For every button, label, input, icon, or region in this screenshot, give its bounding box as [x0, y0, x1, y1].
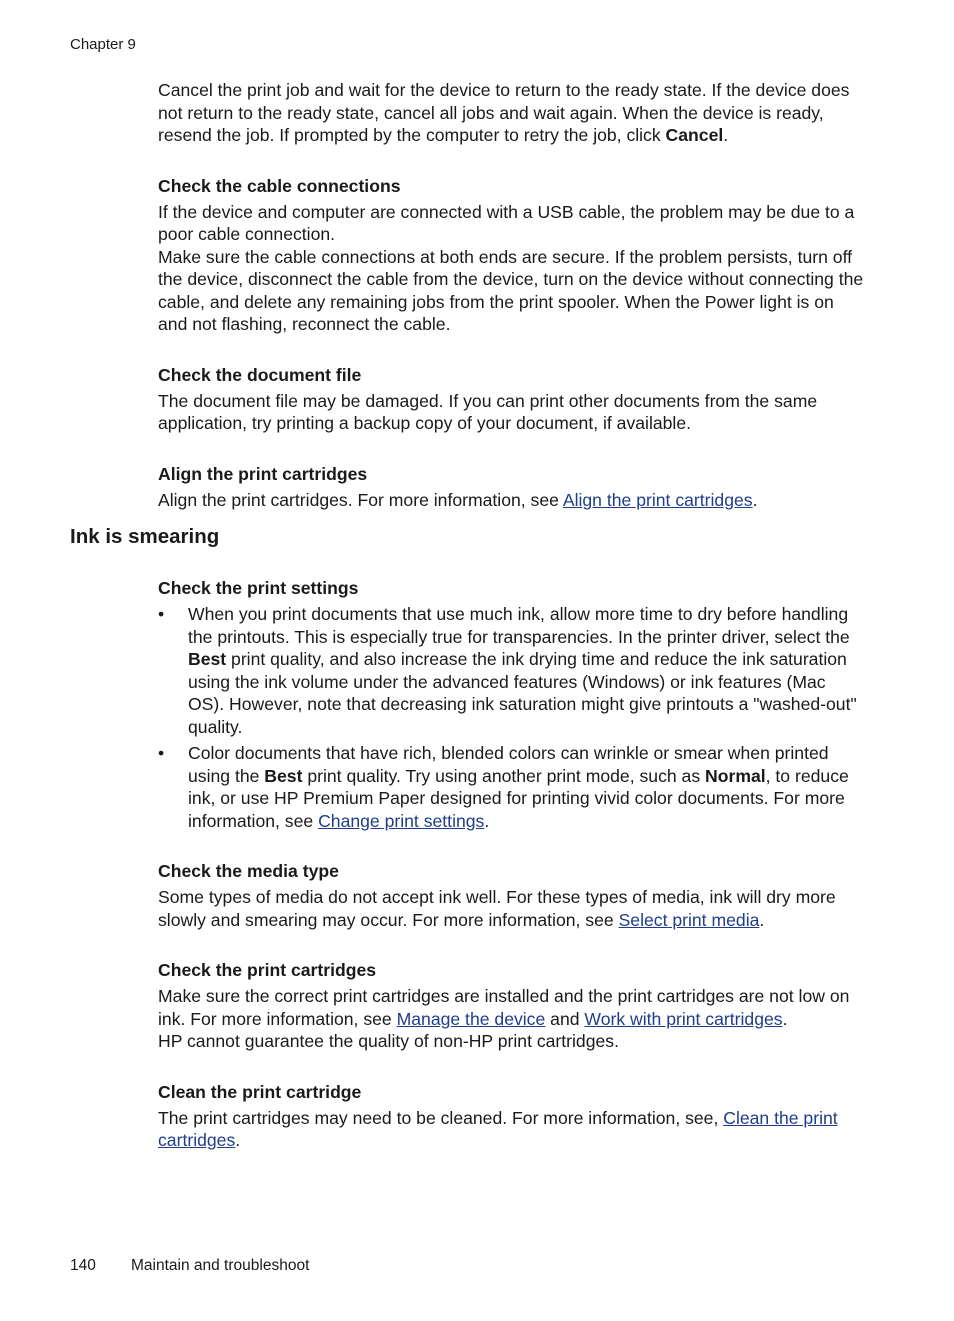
media-type-paragraph	[158, 886, 864, 931]
page-footer	[70, 1257, 309, 1275]
cable-paragraph-1: If the device and computer are connected with a USB cable, the problem may be due to a poor cable connection.	[158, 201, 855, 244]
clean-end: .	[235, 1130, 241, 1150]
cartridges-mid: and	[545, 1008, 585, 1029]
intro-paragraph	[158, 79, 864, 147]
bullet-2-end: .	[484, 810, 490, 831]
align-end: .	[752, 489, 758, 510]
align-text: Align the print cartridges. For more information, see	[158, 489, 563, 510]
print-settings-section	[158, 577, 864, 832]
cable-paragraph-2: Make sure the cable connections at both ends are secure. If the problem persists, turn off the device, disconnect the cable from the device, turn on the device without connecting the cable, and delete any remaining jobs from the print spooler. When the Power light is on and not flashing, reconnect the cable.	[158, 246, 864, 334]
print-cartridges-paragraph	[158, 985, 864, 1030]
bullet-marker: •	[158, 743, 165, 763]
intro-end: .	[723, 125, 729, 145]
align-paragraph	[158, 489, 864, 512]
print-settings-list	[158, 603, 864, 832]
media-type-section	[158, 860, 864, 931]
best-label: Best	[264, 765, 303, 786]
work-with-cartridges-link[interactable]: Work with print cartridges	[584, 1008, 783, 1029]
print-settings-heading: Check the print settings	[158, 578, 359, 598]
list-item	[158, 742, 864, 832]
clean-cartridges-link[interactable]: Clean the print cartridges	[158, 1107, 838, 1150]
select-print-media-link[interactable]: Select print media	[618, 909, 760, 930]
clean-text: The print cartridges may need to be cleaned. For more information, see,	[158, 1107, 724, 1128]
list-item	[158, 603, 864, 738]
media-text: Some types of media do not accept ink well. For these types of media, ink will dry more slowly and smearing may occur. For more information, see	[158, 887, 836, 930]
best-label: Best	[188, 649, 227, 669]
intro-text: Cancel the print job and wait for the device to return to the ready state. If the device does not return to the ready state, cancel all jobs and wait again. When the device is ready, resend the job. If prompted by the computer to retry the job, click	[158, 80, 850, 145]
cable-section	[158, 175, 864, 336]
bullet-1-text-b: print quality, and also increase the ink drying time and reduce the ink saturation using the ink volume under the advanced features (Windows) or ink features (Mac OS). However, note that decreasing ink saturation might give printouts a "washed-out" quality.	[188, 649, 857, 737]
cartridges-text: Make sure the correct print cartridges are installed and the print cartridges are not low on ink. For more information, see	[158, 986, 850, 1029]
align-section	[158, 463, 864, 512]
chapter-header: Chapter 9	[70, 36, 136, 53]
clean-cartridge-section	[158, 1081, 864, 1152]
media-type-heading: Check the media type	[158, 861, 339, 881]
page-number: 140	[70, 1257, 96, 1274]
bullet-marker: •	[158, 604, 165, 624]
print-cartridges-paragraph-2: HP cannot guarantee the quality of non-HP print cartridges.	[158, 1031, 619, 1051]
align-heading: Align the print cartridges	[158, 463, 368, 484]
document-file-heading: Check the document file	[158, 364, 362, 385]
cartridges-end: .	[782, 1008, 788, 1029]
clean-cartridge-heading: Clean the print cartridge	[158, 1081, 362, 1102]
manage-device-link[interactable]: Manage the device	[396, 1008, 546, 1029]
document-file-section	[158, 364, 864, 435]
bullet-1-text-a: When you print documents that use much ink, allow more time to dry before handling the printouts. This is especially true for transparencies. In the printer driver, select the	[188, 604, 850, 647]
section-title: Ink is smearing	[70, 525, 220, 548]
page-content	[70, 79, 864, 1152]
align-cartridges-link[interactable]: Align the print cartridges	[562, 489, 753, 510]
change-print-settings-link[interactable]: Change print settings	[318, 810, 485, 831]
print-cartridges-heading: Check the print cartridges	[158, 960, 377, 980]
bullet-2-text-a: Color documents that have rich, blended colors can wrinkle or smear when printed using the	[188, 743, 829, 786]
cancel-label: Cancel	[665, 125, 724, 145]
media-end: .	[759, 909, 765, 930]
print-cartridges-section	[158, 959, 864, 1053]
clean-cartridge-paragraph	[158, 1107, 864, 1152]
bullet-2-text-b: print quality. Try using another print mode, such as	[302, 765, 706, 786]
footer-section-title: Maintain and troubleshoot	[131, 1257, 310, 1274]
intro-block	[158, 79, 864, 147]
cable-heading: Check the cable connections	[158, 175, 401, 196]
normal-label: Normal	[705, 765, 766, 786]
bullet-2-text-c: , to reduce ink, or use HP Premium Paper designed for printing vivid color documents. For more information, see	[188, 765, 849, 831]
document-file-paragraph: The document file may be damaged. If you can print other documents from the same application, try printing a backup copy of your document, if available.	[158, 390, 818, 433]
